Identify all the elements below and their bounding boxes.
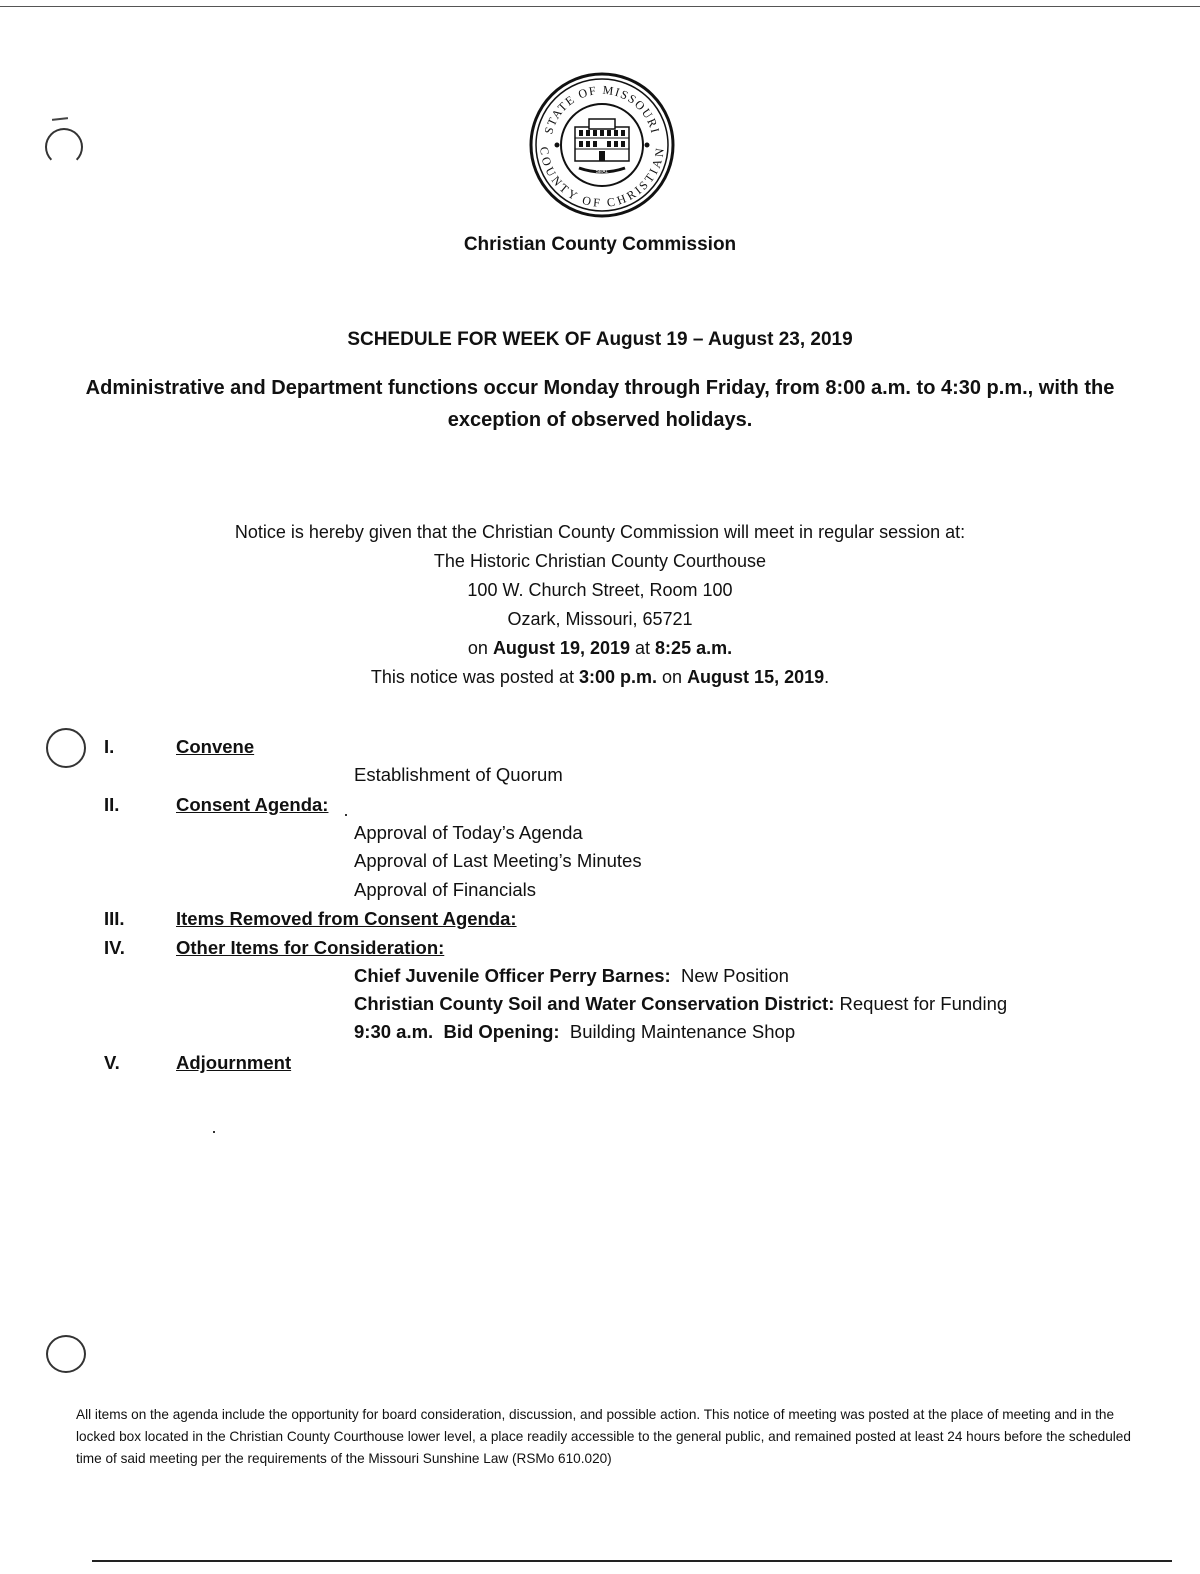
agenda-subitem: 9:30 a.m. Bid Opening: Building Maintenance Shop	[354, 1021, 796, 1042]
punch-hole-bottom	[46, 1335, 86, 1373]
county-seal-logo	[529, 72, 675, 218]
agenda-subitem: Approval of Financials	[354, 879, 537, 900]
agenda-heading: Convene	[176, 736, 255, 757]
commission-title: Christian County Commission	[463, 234, 737, 255]
agenda-subitem: Chief Juvenile Officer Perry Barnes: New Position	[354, 965, 789, 986]
agenda-item-convene	[0, 736, 1200, 764]
agenda-number: IV.	[104, 937, 125, 958]
posted-date: August 15, 2019	[687, 667, 825, 687]
agenda-heading: Adjournment	[176, 1052, 292, 1073]
agenda-heading: Other Items for Consideration:	[176, 937, 445, 958]
agenda-subitem: Approval of Today’s Agenda	[354, 822, 583, 843]
agenda-item-adjournment	[0, 1052, 1200, 1080]
agenda-subitem: Christian County Soil and Water Conservation District: Request for Funding	[354, 993, 1008, 1014]
schedule-title: SCHEDULE FOR WEEK OF August 19 – August 23, 2019	[347, 329, 853, 350]
admin-hours-note: Administrative and Department functions occur Monday through Friday, from 8:00 a.m. to 4:30 p.m., with the exception of observed holidays.	[85, 377, 1115, 431]
agenda-number: II.	[104, 794, 120, 815]
agenda-item-removed	[0, 908, 1200, 936]
svg-text:STATE OF MISSOURI: STATE OF MISSOURI	[541, 82, 663, 136]
agenda-subitem: Approval of Last Meeting’s Minutes	[354, 850, 642, 871]
notice-posted: This notice was posted at 3:00 p.m. on August 15, 2019.	[370, 667, 830, 687]
punch-hole-top	[45, 128, 83, 166]
agenda-heading: Consent Agenda:	[176, 794, 329, 815]
notice-street: 100 W. Church Street, Room 100	[467, 580, 733, 600]
agenda-number: V.	[104, 1052, 120, 1073]
notice-place: The Historic Christian County Courthouse	[433, 551, 767, 571]
svg-text:COUNTY OF CHRISTIAN: COUNTY OF CHRISTIAN	[537, 146, 667, 210]
punch-hole-mark	[52, 117, 68, 121]
notice-city: Ozark, Missouri, 65721	[507, 609, 693, 629]
agenda-item-consent	[0, 794, 1200, 822]
stray-mark	[213, 1131, 215, 1133]
agenda-item-other	[0, 937, 1200, 965]
meeting-notice	[0, 518, 1200, 692]
notice-intro: Notice is hereby given that the Christian County Commission will meet in regular session at:	[234, 522, 966, 542]
meeting-time: 8:25 a.m.	[655, 638, 733, 658]
svg-text:SEAL: SEAL	[595, 169, 609, 175]
agenda-number: I.	[104, 736, 115, 757]
notice-meeting-datetime: on August 19, 2019 at 8:25 a.m.	[467, 638, 733, 658]
posted-time: 3:00 p.m.	[578, 667, 657, 687]
agenda-heading: Items Removed from Consent Agenda:	[176, 908, 517, 929]
meeting-date: August 19, 2019	[492, 638, 630, 658]
agenda-subitem: Establishment of Quorum	[354, 764, 563, 785]
agenda-number: III.	[104, 908, 125, 929]
top-edge-line	[0, 6, 1200, 7]
bottom-edge-line	[92, 1560, 1172, 1562]
footer-disclaimer: All items on the agenda include the opportunity for board consideration, discussion, and possible action. This notice of meeting was posted at the place of meeting and in the locked box located in the Christian County Courthouse lower level, a place readily accessible to the general public, and remained posted at least 24 hours before the scheduled time of said meeting per the requirements of the Missouri Sunshine Law (RSMo 610.020)	[76, 1407, 1131, 1466]
